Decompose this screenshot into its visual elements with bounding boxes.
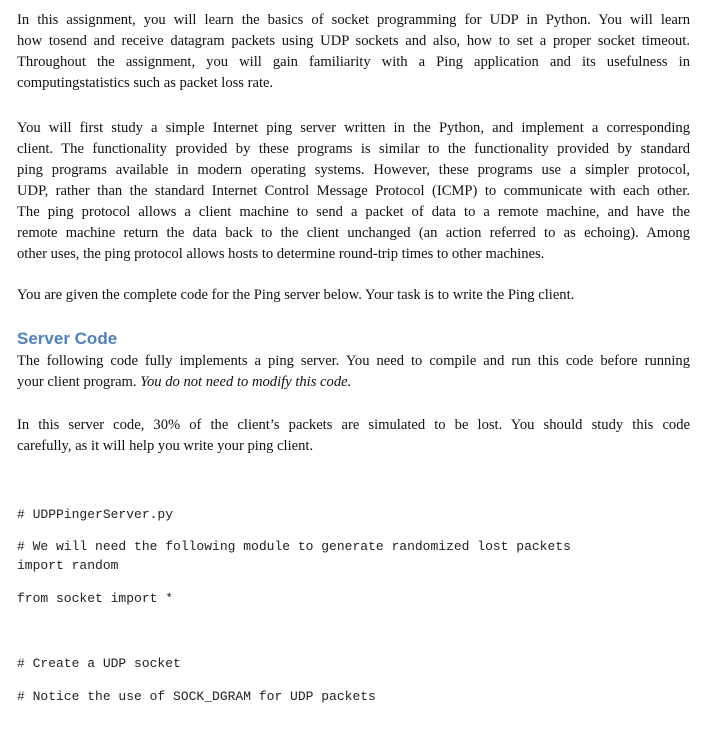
code-comment-filename: # UDPPingerServer.py: [17, 507, 174, 522]
intro-paragraph: [17, 10, 690, 94]
text-line: Throughout the assignment, you will gain familiarity with a Ping application and its usefulness in: [17, 54, 690, 70]
code-comment-create-socket: # Create a UDP socket: [17, 656, 181, 671]
ping-description-paragraph: [17, 118, 690, 265]
section-heading: Server Code: [17, 329, 118, 348]
code-import-random: import random: [17, 558, 119, 573]
text-line: You are given the complete code for the Ping server below. Your task is to write the Ping client.: [17, 287, 575, 303]
text-line: In this assignment, you will learn the basics of socket programming for UDP in Python. You will learn: [17, 12, 690, 28]
text-line: client. The functionality provided by these programs is similar to the functionality provided by standard: [17, 141, 690, 157]
italic-note: You do not need to modify this code.: [140, 374, 352, 390]
text-line: You will first study a simple Internet ping server written in the Python, and implement a corresponding: [17, 120, 690, 136]
text-line: ping programs available in modern operating systems. However, these programs use a simpler protocol,: [17, 162, 690, 178]
text-line: carefully, as it will help you write your ping client.: [17, 438, 314, 454]
text-line: UDP, rather than the standard Internet Control Message Protocol (ICMP) to communicate with each other.: [17, 183, 690, 199]
text-line: other uses, the ping protocol allows hosts to determine round-trip times to other machines.: [17, 246, 545, 262]
code-comment-sock-dgram: # Notice the use of SOCK_DGRAM for UDP packets: [17, 689, 376, 704]
task-paragraph: [17, 285, 690, 306]
code-import-socket: from socket import *: [17, 591, 174, 606]
text-line: computingstatistics such as packet loss rate.: [17, 75, 274, 91]
server-intro-paragraph: [17, 351, 690, 393]
packet-loss-paragraph: [17, 415, 690, 457]
plain-text: your client program.: [17, 374, 141, 390]
text-line: how tosend and receive datagram packets using UDP sockets and also, how to set a proper socket timeout.: [17, 33, 690, 49]
code-comment-module: # We will need the following module to generate randomized lost packets: [17, 539, 571, 554]
text-line: remote machine return the data back to the client unchanged (an action referred to as echoing). Among: [17, 225, 690, 241]
text-line: [17, 372, 690, 393]
text-line: The following code fully implements a ping server. You need to compile and run this code before running: [17, 353, 690, 369]
text-line: In this server code, 30% of the client’s packets are simulated to be lost. You should study this code: [17, 417, 690, 433]
text-line: The ping protocol allows a client machine to send a packet of data to a remote machine, and have the: [17, 204, 690, 220]
